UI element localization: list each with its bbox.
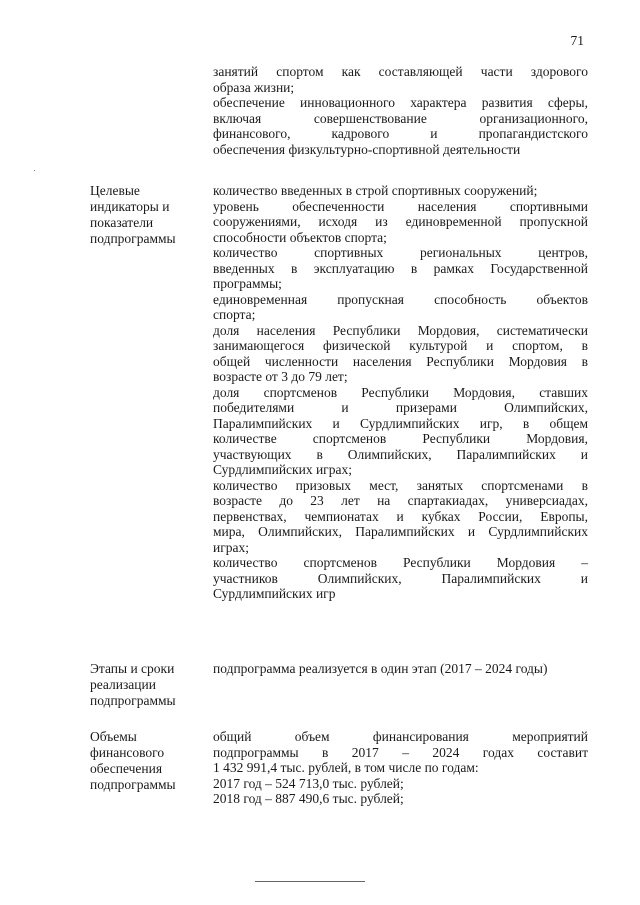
text-line: подпрограмма реализуется в один этап (2017 – 2024 годы) xyxy=(213,661,548,676)
text-line: доля спортсменов Республики Мордовия, ставших xyxy=(213,384,588,400)
text-line: играх; xyxy=(213,539,250,555)
text-line: участников Олимпийских, Паралимпийских и xyxy=(213,570,588,586)
section-content xyxy=(213,183,588,602)
text-line: участвующих в Олимпийских, Паралимпийских и xyxy=(213,446,588,462)
section-content xyxy=(213,661,588,677)
section-label: Этапы и сроки реализации подпрограммы xyxy=(90,661,176,708)
text-line: занимающегося физической культурой и спортом, в xyxy=(213,338,588,353)
text-line: количество введенных в строй спортивных сооружений; xyxy=(213,183,538,198)
text-line: единовременная пропускная способность объектов xyxy=(213,291,588,307)
continued-text xyxy=(213,64,588,157)
text-line: Сурдлимпийских игр xyxy=(213,586,336,601)
text-line: программы; xyxy=(213,276,282,291)
text-line: первенствах, чемпионатах и кубках России, Европы, xyxy=(213,508,588,524)
text-line: возрасте от 3 до 79 лет; xyxy=(213,369,348,384)
text-line: включая совершенствование организационного, xyxy=(213,110,588,126)
text-line: образа жизни; xyxy=(213,79,295,95)
text-line: общей численности населения Республики Мордовия в xyxy=(213,353,588,369)
section-label: Объемы финансового обеспечения подпрограммы xyxy=(90,729,176,792)
text-line: доля населения Республики Мордовия, систематически xyxy=(213,322,588,338)
text-line: спорта; xyxy=(213,307,256,322)
text-line: уровень обеспеченности населения спортивными xyxy=(213,198,588,214)
text-line: 1 432 991,4 тыс. рублей, в том числе по годам: xyxy=(213,760,479,775)
text-line: общий объем финансирования мероприятий xyxy=(213,729,588,744)
scan-bottom-line xyxy=(255,881,365,882)
text-line: 2017 год – 524 713,0 тыс. рублей; xyxy=(213,775,404,791)
text-line: возрасте до 23 лет на спартакиадах, универсиадах, xyxy=(213,493,588,508)
page-number: 71 xyxy=(570,33,584,48)
section-content xyxy=(213,729,588,807)
text-line: введенных в эксплуатацию в рамках Государственной xyxy=(213,260,588,276)
text-line: обеспечения физкультурно-спортивной деятельности xyxy=(213,141,521,157)
section-label: Целевые индикаторы и показатели подпрограммы xyxy=(90,183,176,246)
text-line: 2018 год – 887 490,6 тыс. рублей; xyxy=(213,791,404,806)
text-line: способности объектов спорта; xyxy=(213,229,387,245)
text-line: количество спортивных региональных центров, xyxy=(213,245,588,260)
text-line: мира, Олимпийских, Паралимпийских и Сурдлимпийских xyxy=(213,524,588,539)
text-line: обеспечение инновационного характера развития сферы, xyxy=(213,95,588,110)
text-line: количество призовых мест, занятых спортсменами в xyxy=(213,477,588,493)
text-line: занятий спортом как составляющей части здорового xyxy=(213,64,588,79)
text-line: подпрограммы в 2017 – 2024 годах составит xyxy=(213,744,588,760)
text-line: победителями и призерами Олимпийских, xyxy=(213,400,588,415)
text-line: сооружениями, исходя из единовременной пропускной xyxy=(213,214,588,229)
scan-mark xyxy=(34,170,35,171)
text-line: Паралимпийских и Сурдлимпийских игр, в общем xyxy=(213,415,588,431)
text-line: финансового, кадрового и пропагандистского xyxy=(213,126,588,141)
text-line: количестве спортсменов Республики Мордовия, xyxy=(213,431,588,446)
text-line: Сурдлимпийских играх; xyxy=(213,462,352,477)
text-line: количество спортсменов Республики Мордовия – xyxy=(213,555,588,570)
